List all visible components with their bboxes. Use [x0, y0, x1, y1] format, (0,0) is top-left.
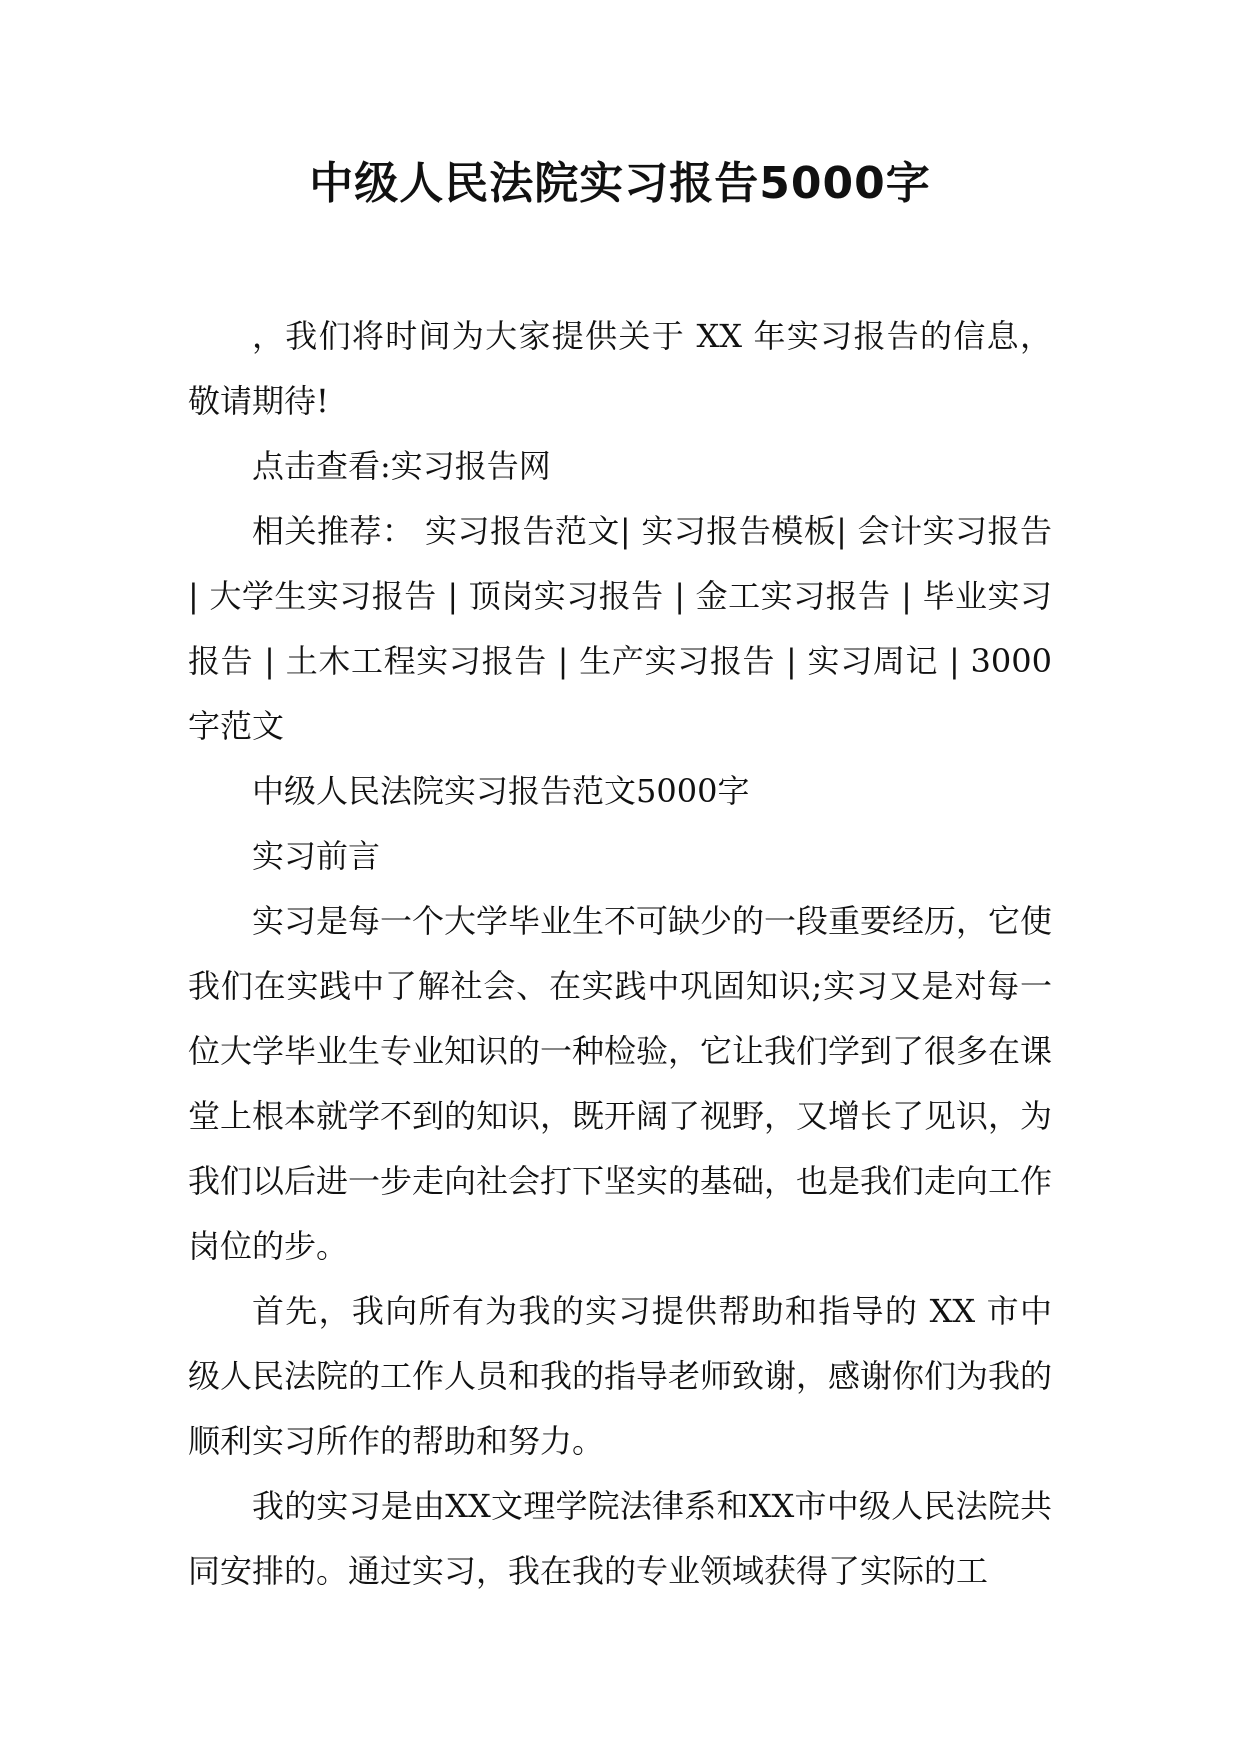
view-link-paragraph: 点击查看:实习报告网: [252, 447, 551, 485]
preface-paragraph: 实习是每一个大学毕业生不可缺少的一段重要经历，它使我们在实践中了解社会、在实践中巩固知识;实习又是对每一位大学毕业生专业知识的一种检验，它让我们学到了很多在课堂上根本就学不到的知识，既开阔了视野，又增长了见识，为我们以后进一步走向社会打下坚实的基础，也是我们走向工作岗位的步。: [188, 902, 1053, 1265]
intro-paragraph: ，我们将时间为大家提供关于 XX 年实习报告的信息，敬请期待!: [188, 317, 1052, 420]
section-heading-sample: 中级人民法院实习报告范文5000字: [252, 772, 750, 810]
related-recommendations-paragraph: 相关推荐： 实习报告范文| 实习报告模板| 会计实习报告 | 大学生实习报告 | 顶岗实习报告 | 金工实习报告 | 毕业实习报告 | 土木工程实习报告 | 生产实习报告 | 实习周记 | 3000字范文: [188, 512, 1052, 745]
thanks-paragraph: 首先，我向所有为我的实习提供帮助和指导的 XX 市中级人民法院的工作人员和我的指导老师致谢，感谢你们为我的顺利实习所作的帮助和努力。: [188, 1292, 1053, 1460]
section-heading-preface: 实习前言: [252, 837, 381, 875]
internship-arrangement-paragraph: 我的实习是由XX文理学院法律系和XX市中级人民法院共同安排的。通过实习，我在我的专业领域获得了实际的工: [188, 1487, 1052, 1590]
document-body: [188, 304, 1052, 1604]
document-title: 中级人民法院实习报告5000字: [309, 158, 931, 209]
